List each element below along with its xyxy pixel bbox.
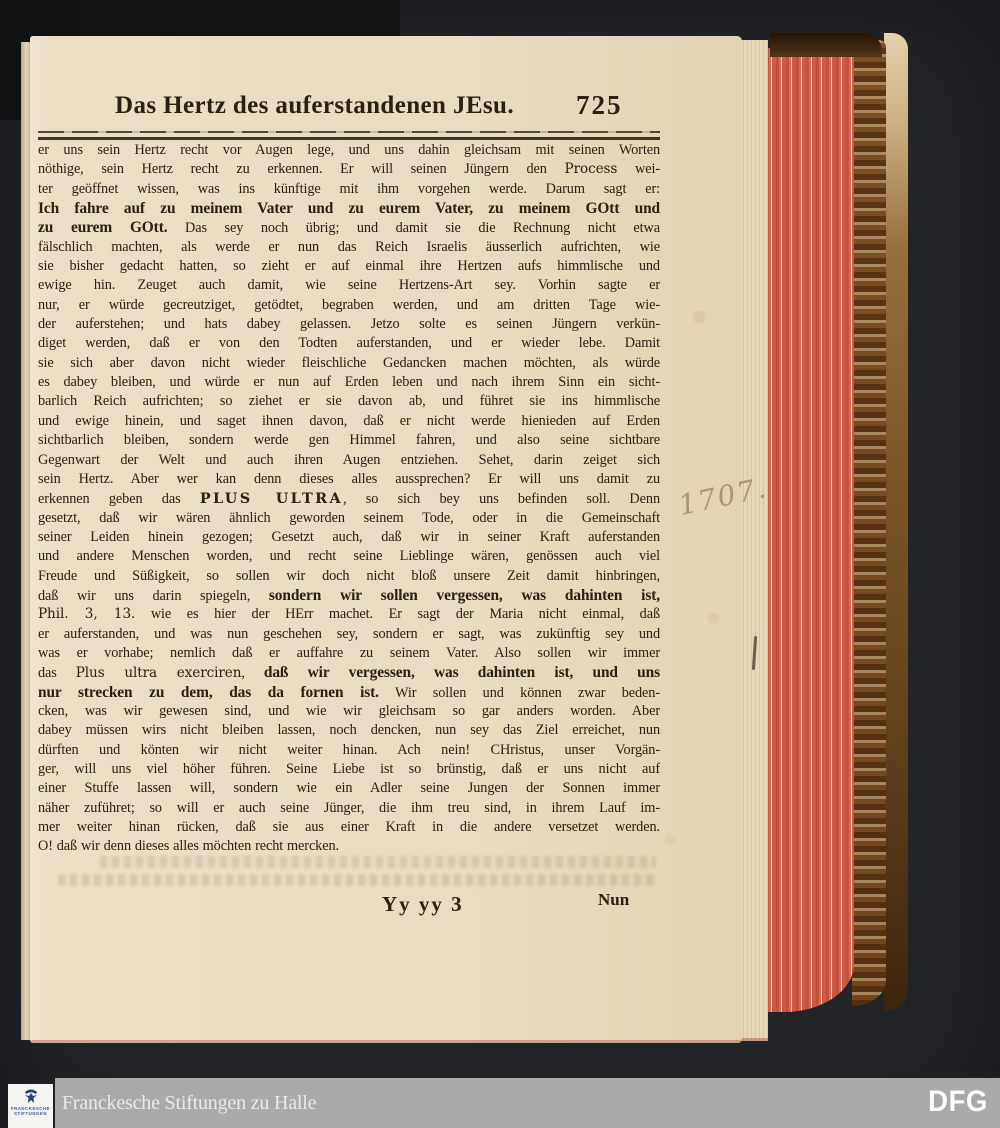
text-line: sie sich aber davon nicht wieder fleischliche Gedancken machen möchten, als würde — [38, 354, 660, 371]
text-line: barlich Reich aufrichten; so ziehet er sie davon ab, und führet sie ins himmlische — [38, 393, 660, 410]
text-line: ewige hin. Zeuget auch damit, wie seine Hertzens-Art sey. Vorhin sagte er — [38, 277, 660, 294]
book-block-top-edge — [770, 33, 882, 57]
book-page — [30, 36, 771, 1043]
text-line: gesetzt, daß wir wären ähnlich geworden seinem Tode, oder in die Gemeinschaft — [38, 509, 660, 526]
text-line: und andere Menschen worden, und recht seine Lieblinge wären, genössen auch viel — [38, 548, 660, 565]
text-line: erkennen geben das PLUS ULTRA, so sich bey uns befinden soll. Denn — [38, 490, 660, 508]
dfg-logo: DFG — [928, 1085, 988, 1118]
text-line: näher zuführet; so will er auch seine Jünger, die ihm treu sind, in ihrem Lauf im- — [38, 799, 660, 816]
page-number: 725 — [576, 90, 623, 120]
text-line: der auferstehen; und hats dabey gelassen. Jetzo solte es seinen Jüngern verkün- — [38, 316, 660, 333]
text-line: daß wir uns darin spiegeln, sondern wir sollen vergessen, was dahinten ist, — [38, 586, 660, 604]
bleed-through-text — [58, 874, 658, 886]
text-line: nur, er würde gecreutziget, getödtet, begraben werden, und am dritten Tage wie- — [38, 296, 660, 313]
text-line: fälschlich machten, als werde er nun das Reich Israelis äusserlich aufrichten, wie — [38, 238, 660, 255]
logo-text — [11, 1106, 50, 1117]
text-line: was er vorhabe; nemlich daß er auffahre zu seinem Vater. Also sollen wir immer — [38, 644, 660, 661]
text-line: nur strecken zu dem, das da fornen ist. Wir sollen und können zwar beden- — [38, 683, 660, 701]
text-line: mer weiter hinan rücken, daß sie aus einer Kraft in die andere versetzet werden. — [38, 819, 660, 836]
text-line: sein Hertz. Aber wer kan denn dieses alles aussprechen? Er will uns damit zu — [38, 470, 660, 487]
page-stack-edge — [740, 40, 768, 1041]
text-line: dürften und könten wir nicht weiter hinan. Ach nein! CHristus, unser Vorgän- — [38, 741, 660, 758]
text-line: O! daß wir denn dieses alles möchten recht mercken. — [38, 838, 340, 855]
text-line: dabey müssen wirs nicht bleiben lassen, noch dencken, nun sey das Ziel erreichet, nun — [38, 722, 660, 739]
institution-name: Franckesche Stiftungen zu Halle — [62, 1092, 317, 1114]
text-line: Gegenwart der Welt und auch ihren Augen entziehen. Sehet, darin zeiget sich — [38, 451, 660, 468]
left-page-edge — [21, 42, 30, 1040]
text-line: ger, will uns viel höher führen. Seine Liebe ist so brünstig, daß er uns nicht auf — [38, 761, 660, 777]
running-header — [30, 92, 742, 126]
body-text — [38, 142, 660, 858]
text-line: Ich fahre auf zu meinem Vater und zu eurem Vater, zu meinem GOtt und — [38, 200, 660, 218]
text-line: nöthige, sein Hertz recht zu erkennen. Er will seinen Jüngern den Process wei- — [38, 161, 660, 178]
text-line: cken, was wir gewesen sind, und wie wir gleichsam so gar anders worden. Aber — [38, 702, 660, 719]
text-line: es dabey bleiben, und würde er nun auf Erden leben und nach ihrem Sinn ein sicht- — [38, 374, 660, 391]
page-title: Das Hertz des auferstandenen JEsu. — [115, 92, 515, 119]
text-line: diget werden, daß er von den Todten auferstanden, und er wieder lebe. Damit — [38, 335, 660, 352]
text-line: und ewige hinein, und saget ihnen davon, daß er nicht werde hienieden auf Erden — [38, 412, 660, 429]
red-fore-edge — [766, 48, 854, 1012]
text-line: sie bisher gedacht hatten, so zieht er auf einmal ihre Hertzen aufs himmlische und — [38, 258, 660, 275]
book-cover-edge — [884, 33, 908, 1011]
text-line: Phil. 3, 13. wie es hier der HErr machet. Er sagt der Maria nicht einmal, daß — [38, 606, 660, 623]
eagle-emblem-icon — [23, 1087, 39, 1105]
text-line: er uns sein Hertz recht vor Augen lege, und uns dahin gleichsam mit seinen Worten — [38, 142, 660, 158]
text-line: er auferstanden, und was nun geschehen sey, sondern er sagt, was zukünftig sey und — [38, 625, 660, 642]
text-line: einer Stuffe lassen will, sondern wie ein Adler seine Jungen der Sonnen immer — [38, 780, 660, 797]
text-line: das Plus ultra exerciren, daß wir vergessen, was dahinten ist, und uns — [38, 664, 660, 682]
logo-text-line2: STIFTUNGEN — [13, 1111, 48, 1117]
signature-mark: Yy yy 3 — [382, 892, 464, 916]
header-rule-thin — [38, 131, 660, 133]
bleed-through-text — [100, 856, 656, 868]
text-line: sichtbarlich bleiben, sondern werde gen Himmel fahren, und also seine sichtbare — [38, 432, 660, 449]
text-line: seiner Leiden hinein gezogen; Gesetzt auch, daß wir in seiner Kraft auferstanden — [38, 528, 660, 545]
franckesche-stiftungen-logo — [8, 1084, 53, 1128]
catchword: Nun — [598, 890, 630, 909]
logo-text-line1: FRANCKESCHE — [10, 1106, 51, 1111]
text-line: Freude und Süßigkeit, so sollen wir doch nicht bloß unsere Zeit damit hinbringen, — [38, 567, 660, 584]
header-rule-thick — [38, 137, 660, 140]
page-block-foxed-edge — [852, 40, 886, 1006]
text-line: ter geöffnet wissen, was ins künftige mit ihm vorgehen werde. Darum sagt er: — [38, 180, 660, 197]
handwritten-year: 1707. — [675, 470, 771, 523]
text-line: zu eurem GOtt. Das sey noch übrig; und damit sie die Rechnung nicht etwa — [38, 219, 660, 237]
